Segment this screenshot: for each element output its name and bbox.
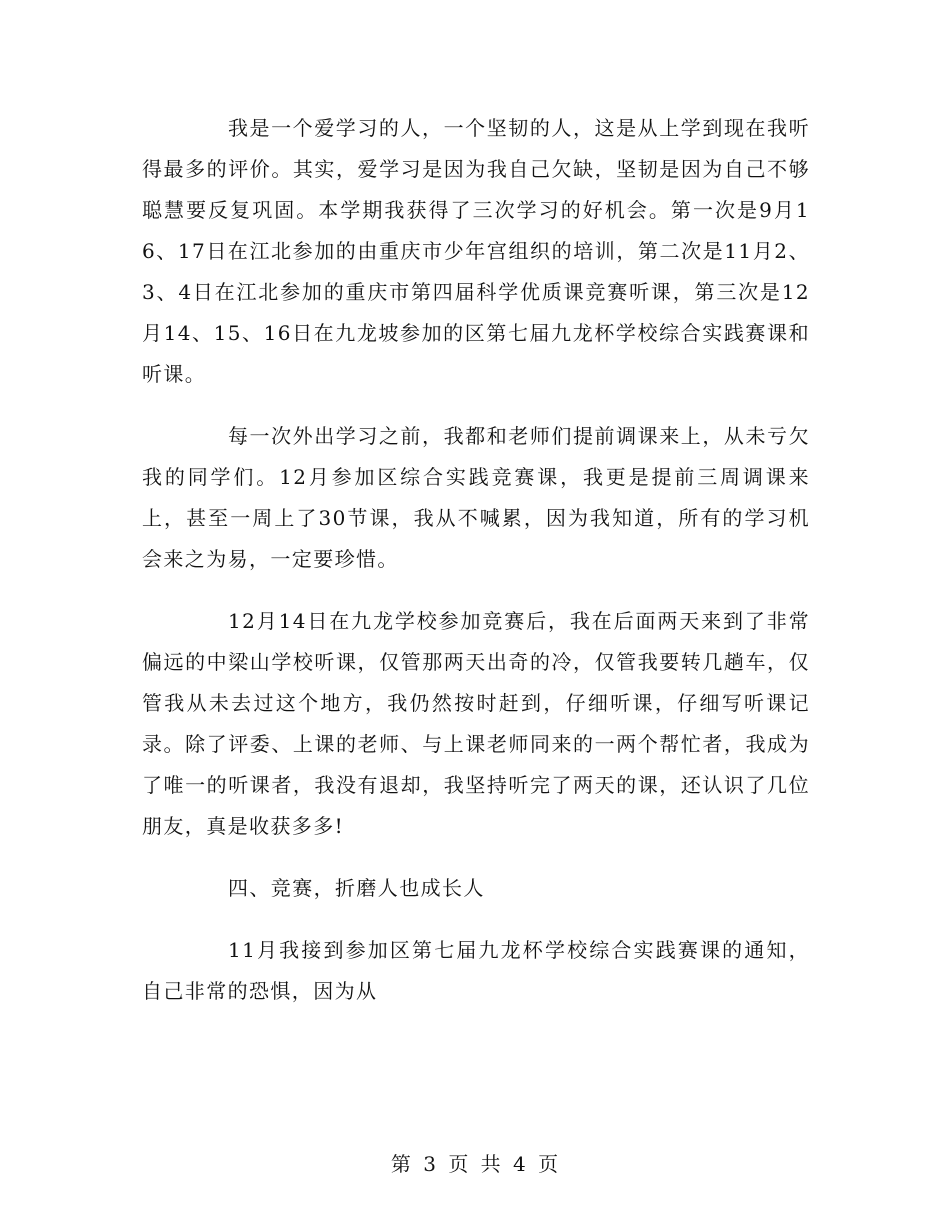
paragraph-competition-notice: 11月我接到参加区第七届九龙杯学校综合实践赛课的通知，自己非常的恐惧，因为从 — [142, 938, 810, 1003]
paragraph-zhongliangshan-listening: 12月14日在九龙学校参加竞赛后，我在后面两天来到了非常偏远的中梁山学校听课，仅管那两天出奇的冷，仅管我要转几趟车，仅管我从未去过这个地方，我仍然按时赶到，仔细听课，仔细写听课记录。除了评委、上课的老师、与上课老师同来的一两个帮忙者，我成为了唯一的听课者，我没有退却，我坚持听完了两天的课，还认识了几位朋友，真是收获多多! — [142, 609, 810, 838]
paragraph-learning-opportunities: 我是一个爱学习的人，一个坚韧的人，这是从上学到现在我听得最多的评价。其实，爱学习是因为我自己欠缺，坚韧是因为自己不够聪慧要反复巩固。本学期我获得了三次学习的好机会。第一次是9月16、17日在江北参加的由重庆市少年宫组织的培训，第二次是11月2、3、4日在江北参加的重庆市第四届科学优质课竞赛听课，第三次是12月14、15、16日在九龙坡参加的区第七届九龙杯学校综合实践赛课和听课。 — [142, 116, 810, 386]
document-body — [142, 108, 810, 1012]
section-heading-competition: 四、竞赛，折磨人也成长人 — [228, 876, 485, 900]
paragraph-schedule-adjustment: 每一次外出学习之前，我都和老师们提前调课来上，从未亏欠我的同学们。12月参加区综合实践竞赛课，我更是提前三周调课来上，甚至一周上了30节课，我从不喊累，因为我知道，所有的学习机会来之为易，一定要珍惜。 — [142, 424, 810, 571]
page-footer: 第 3 页 共 4 页 — [390, 1152, 560, 1176]
